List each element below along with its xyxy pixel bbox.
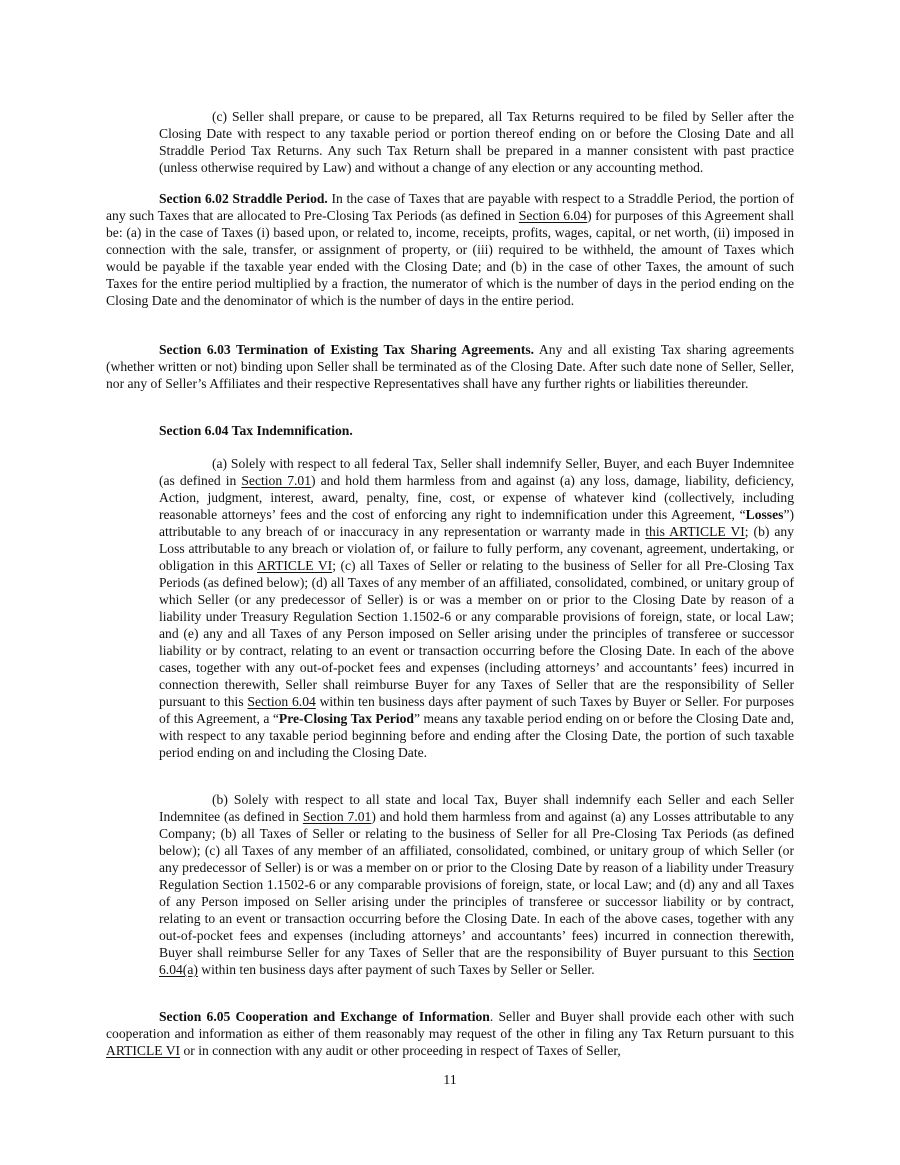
- pre-closing-tax-period-term: Pre-Closing Tax Period: [278, 711, 414, 726]
- section-6-04-link[interactable]: Section 6.04: [247, 694, 316, 709]
- section-6-02: Section 6.02 Straddle Period. In the case of Taxes that are payable with respect to a Straddle Period, the portion of any such Taxes that are allocated to Pre-Closing Tax Periods (as defined in Section 6.04) for purposes of this Agreement shall be: (a) in the case of Taxes (i) based upon, or related to, income, receipts, profits, wages, capital, or net worth, (ii) imposed in connection with the sale, transfer, or assignment of property, or (iii) required to be withheld, the amount of Taxes which would be payable if the taxable year ended with the Closing Date; and (b) in the case of other Taxes, the amount of such Taxes for the entire period multiplied by a fraction, the numerator of which is the number of days in the period ending on the Closing Date and the denominator of which is the number of days in the entire period.: [106, 191, 795, 308]
- paragraph-6-01-c: (c) Seller shall prepare, or cause to be prepared, all Tax Returns required to be filed by Seller after the Closing Date with respect to any taxable period or portion thereof ending on or before the Closing Date and all Straddle Period Tax Returns. Any such Tax Return shall be prepared in a manner consistent with past practice (unless otherwise required by Law) and without a change of any election or any accounting method.: [159, 109, 794, 175]
- section-6-03: Section 6.03 Termination of Existing Tax Sharing Agreements. Any and all existing Tax sharing agreements (whether written or not) binding upon Seller shall be terminated as of the Closing Date. After such date none of Seller, Seller, nor any of Seller’s Affiliates and their respective Representatives shall have any further rights or liabilities thereunder.: [106, 342, 794, 391]
- section-6-04-link[interactable]: Section 6.04: [518, 208, 588, 223]
- section-6-02-heading: Section 6.02 Straddle Period.: [159, 191, 328, 206]
- paragraph-6-04-b: (b) Solely with respect to all state and local Tax, Buyer shall indemnify each Seller and each Seller Indemnitee (as defined in Section 7.01) and hold them harmless from and against (a) any Losses attributable to any Company; (b) all Taxes of Seller or relating to the business of Seller for all Pre-Closing Tax Periods (as defined below); (c) all Taxes of any member of an affiliated, consolidated, combined, or unitary group of which Seller (or any predecessor of Seller) is or was a member on or prior to the Closing Date by reason of a liability under Treasury Regulation Section 1.1502-6 or any comparable provisions of foreign, state, or local Law; and (d) any and all Taxes of any Person imposed on Seller arising under the principles of transferee or successor liability or by contract, relating to an event or transaction occurring before the Closing Date. In each of the above cases, together with any out-of-pocket fees and expenses (including attorneys’ and accountants’ fees) incurred in connection therewith, Buyer shall reimburse Seller for any Taxes of Seller that are the responsibility of Buyer pursuant to this Section 6.04(a) within ten business days after payment of such Taxes by Seller or Seller.: [159, 792, 794, 977]
- article-vi-link[interactable]: ARTICLE VI: [106, 1043, 181, 1058]
- article-vi-link[interactable]: ARTICLE VI: [257, 558, 333, 573]
- section-7-01-link[interactable]: Section 7.01: [241, 473, 311, 488]
- section-6-05: Section 6.05 Cooperation and Exchange of Information. Seller and Buyer shall provide each other with such cooperation and information as either of them reasonably may request of the other in filing any Tax Return pursuant to this ARTICLE VI or in connection with any audit or other proceeding in respect of Taxes of Seller,: [106, 1009, 794, 1058]
- page-number: 11: [443, 1073, 457, 1088]
- section-6-03-heading: Section 6.03 Termination of Existing Tax Sharing Agreements.: [159, 342, 535, 357]
- paragraph-6-04-a: (a) Solely with respect to all federal Tax, Seller shall indemnify Seller, Buyer, and each Buyer Indemnitee (as defined in Section 7.01) and hold them harmless from and against (a) any loss, damage, liability, deficiency, Action, judgment, interest, award, penalty, fine, cost, or expense of whatever kind (collectively, including reasonable attorneys’ fees and the cost of enforcing any right to indemnification under this Agreement, “Losses”) attributable to any breach of or inaccuracy in any representation or warranty made in this ARTICLE VI; (b) any Loss attributable to any breach or violation of, or failure to fully perform, any covenant, agreement, undertaking, or obligation in this ARTICLE VI; (c) all Taxes of Seller or relating to the business of Seller for all Pre-Closing Tax Periods (as defined below); (d) all Taxes of any member of an affiliated, consolidated, combined, or unitary group of which Seller (or any predecessor of Seller) is or was a member on or prior to the Closing Date by reason of a liability under Treasury Regulation Section 1.1502-6 or any comparable provisions of foreign, state, or local Law; and (e) any and all Taxes of any Person imposed on Seller arising under the principles of transferee or successor liability or by contract, relating to an event or transaction occurring before the Closing Date. In each of the above cases, together with any out-of-pocket fees and expenses (including attorneys’ and accountants’ fees) incurred in connection therewith, Seller shall reimburse Buyer for any Taxes of Seller that are the responsibility of Seller pursuant to this Section 6.04 within ten business days after payment of such Taxes by Buyer or Seller. For purposes of this Agreement, a “Pre-Closing Tax Period” means any taxable period ending on or before the Closing Date and, with respect to any taxable period beginning before and ending after the Closing Date, the portion of such taxable period ending on and including the Closing Date.: [159, 456, 795, 760]
- section-7-01-link[interactable]: Section 7.01: [302, 809, 372, 824]
- section-6-04-heading: Section 6.04 Tax Indemnification.: [159, 423, 353, 438]
- section-6-05-heading: Section 6.05 Cooperation and Exchange of Information: [159, 1009, 490, 1024]
- this-article-vi-link[interactable]: this ARTICLE VI: [645, 524, 745, 539]
- losses-term: Losses: [745, 507, 784, 522]
- section-6-04-a-link[interactable]: Section 6.04(a): [159, 945, 794, 977]
